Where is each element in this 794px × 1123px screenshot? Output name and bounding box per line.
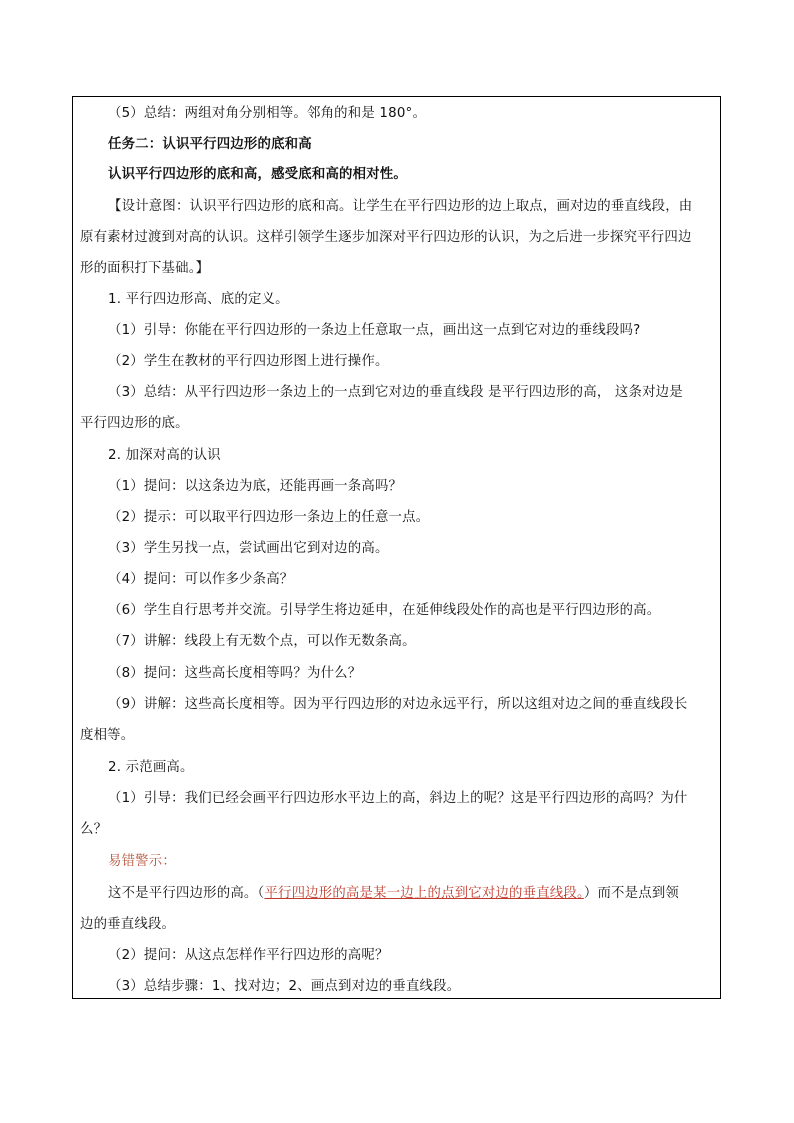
- section-demo-title: 2. 示范画高。: [108, 760, 194, 775]
- guide-slanted-line-2: 么？: [80, 822, 108, 837]
- step-summary-line-2: 平行四边形的底。: [80, 416, 189, 431]
- warning-text-line-1: [108, 884, 742, 904]
- question-another-height: （1）提问：以这条边为底，还能再画一条高吗？: [108, 479, 403, 494]
- student-discuss: （6）学生自行思考并交流。引导学生将边延申，在延伸线段处作的高也是平行四边形的高。: [108, 603, 661, 618]
- explain-infinite: （7）讲解：线段上有无数个点，可以作无数条高。: [108, 634, 416, 649]
- design-intent-line-3: 形的面积打下基础。】: [80, 261, 210, 276]
- step-summary-line-1: （3）总结：从平行四边形一条边上的一点到它对边的垂直线段 是平行四边形的高， 这条对边是: [108, 385, 683, 400]
- question-how-draw: （2）提问：从这点怎样作平行四边形的高呢？: [108, 948, 389, 963]
- section-2-title: 2. 加深对高的认识: [108, 448, 221, 463]
- summary-angles: （5）总结：两组对角分别相等。邻角的和是 180°。: [108, 106, 427, 121]
- question-how-many: （4）提问：可以作多少条高？: [108, 572, 294, 587]
- task-two-goal: 认识平行四边形的底和高，感受底和高的相对性。: [108, 167, 407, 182]
- question-equal-length: （8）提问：这些高长度相等吗？为什么？: [108, 666, 362, 681]
- warning-text-end: ）而不是点到领: [583, 886, 680, 901]
- design-intent-line-1: 【设计意图：认识平行四边形的底和高。让学生在平行四边形的边上取点，画对边的垂直线段，由: [108, 199, 693, 214]
- student-try: （3）学生另找一点，尝试画出它到对边的高。: [108, 541, 389, 556]
- summary-steps: （3）总结步骤：1、找对边；2、画点到对边的垂直线段。: [108, 979, 461, 994]
- hint-any-point: （2）提示：可以取平行四边形一条边上的任意一点。: [108, 510, 430, 525]
- height-definition-highlight: 平行四边形的高是某一边上的点到它对边的垂直线段。: [264, 886, 584, 901]
- section-1-title: 1. 平行四边形高、底的定义。: [108, 292, 289, 307]
- error-warning-label: 易错警示：: [108, 854, 176, 869]
- warning-text-start: 这不是平行四边形的高。（: [108, 886, 265, 901]
- task-two-heading: 任务二：认识平行四边形的底和高: [108, 137, 312, 152]
- explain-equal-line-1: （9）讲解：这些高长度相等。因为平行四边形的对边永远平行，所以这组对边之间的垂直线段长: [108, 697, 688, 712]
- step-guide: （1）引导：你能在平行四边形的一条边上任意取一点，画出这一点到它对边的垂线段吗?: [108, 323, 641, 338]
- warning-text-line-2: 边的垂直线段。: [80, 917, 176, 932]
- guide-slanted-line-1: （1）引导：我们已经会画平行四边形水平边上的高，斜边上的呢？这是平行四边形的高吗？为什: [108, 791, 688, 806]
- explain-equal-line-2: 度相等。: [80, 728, 135, 743]
- step-operate: （2）学生在教材的平行四边形图上进行操作。: [108, 354, 389, 369]
- design-intent-line-2: 原有素材过渡到对高的认识。这样引领学生逐步加深对平行四边形的认识，为之后进一步探究平行四边: [80, 230, 692, 245]
